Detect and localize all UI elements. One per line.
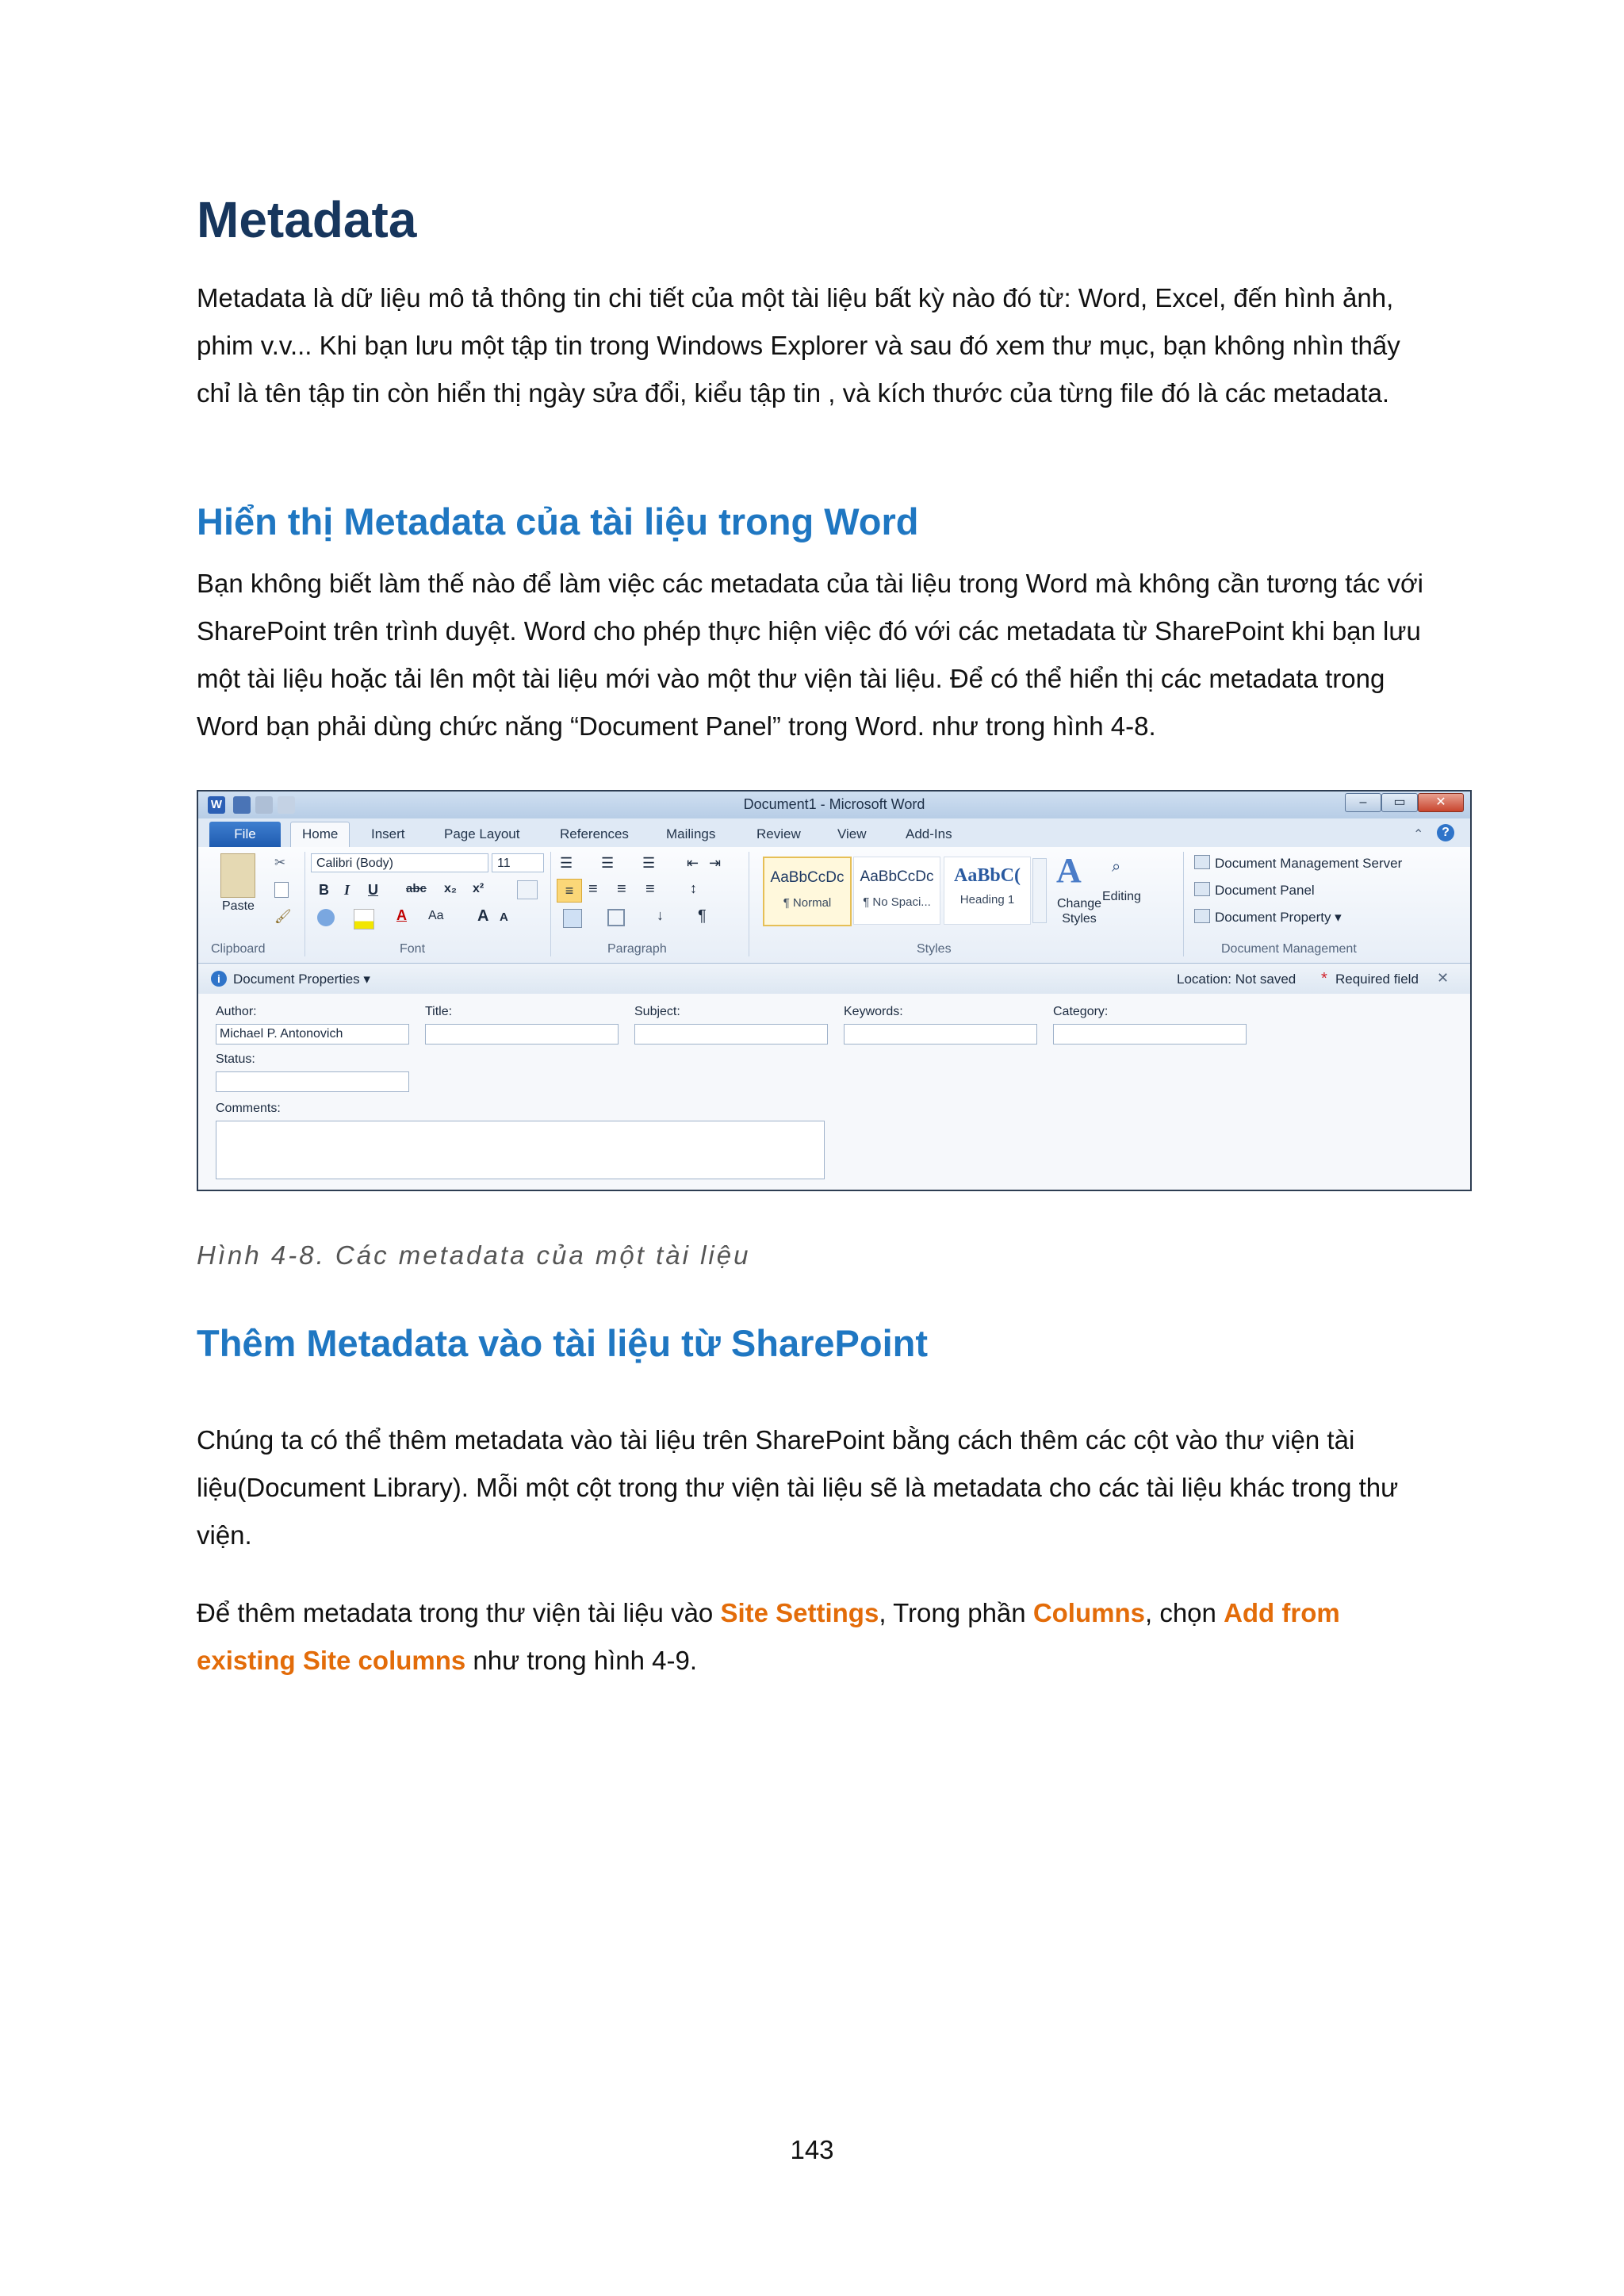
align-center-icon[interactable]: ≡ (588, 880, 598, 898)
paste-button-label[interactable]: Paste (222, 899, 255, 913)
instructions-text-1: Để thêm metadata trong thư viện tài liệu vào (197, 1598, 721, 1627)
add-from-existing-site-columns-highlight: Add from existing Site columns (197, 1598, 1340, 1675)
server-icon (1194, 855, 1210, 869)
property-icon (1194, 909, 1210, 923)
style-heading-1-name: Heading 1 (959, 893, 1015, 907)
minimize-ribbon-icon[interactable]: ⌃ (1413, 828, 1424, 841)
paragraph-group-label: Paragraph (607, 942, 667, 956)
section-heading-add-metadata: Thêm Metadata vào tài liệu từ SharePoint (197, 1322, 929, 1364)
page-number: 143 (790, 2135, 834, 2164)
comments-label: Comments: (216, 1102, 281, 1115)
sort-icon[interactable]: ↓ (657, 907, 664, 923)
cut-icon[interactable]: ✂ (274, 855, 286, 870)
help-icon[interactable]: ? (1437, 824, 1454, 841)
subject-label: Subject: (634, 1005, 680, 1018)
style-heading-1[interactable] (944, 857, 1031, 925)
document-management-server-label: Document Management Server (1215, 856, 1403, 871)
align-right-icon[interactable]: ≡ (617, 880, 626, 898)
document-management-server-button[interactable] (1194, 855, 1402, 872)
copy-icon[interactable] (274, 882, 289, 898)
style-heading-1-sample: AaBbC( (953, 865, 1021, 886)
close-panel-icon[interactable]: ✕ (1437, 970, 1450, 986)
ribbon-tabs (198, 818, 1470, 848)
numbering-icon[interactable]: ☰ (601, 855, 615, 871)
align-left-icon[interactable]: ≡ (557, 879, 582, 903)
instructions-text-4: như trong hình 4-9. (465, 1646, 698, 1675)
subscript-button[interactable]: x₂ (444, 882, 458, 895)
find-icon: ⌕ (1112, 858, 1121, 876)
document-panel-label: Document Panel (1215, 883, 1315, 898)
show-formatting-icon[interactable]: ¶ (698, 907, 707, 925)
ribbon-home (198, 847, 1470, 964)
style-no-spacing-sample: AaBbCcDc (860, 868, 934, 885)
page-title: Metadata (197, 191, 417, 248)
window-title: Document1 - Microsoft Word (743, 796, 925, 812)
clear-formatting-icon[interactable] (517, 880, 538, 899)
instructions-text-3: , chọn (1144, 1598, 1224, 1627)
change-styles-button[interactable]: Change Styles (1056, 897, 1102, 926)
close-window-button[interactable]: ✕ (1418, 793, 1464, 812)
change-case-button[interactable]: Aa (428, 909, 444, 922)
subject-input[interactable] (634, 1024, 828, 1045)
styles-group-label: Styles (917, 942, 952, 956)
shading-icon[interactable] (563, 909, 582, 928)
required-star: * (1321, 970, 1327, 987)
required-field-legend: Required field (1335, 972, 1419, 987)
bold-button[interactable]: B (319, 882, 329, 898)
document-properties-dropdown[interactable]: Document Properties ▾ (233, 972, 370, 987)
font-color-icon[interactable]: A (396, 907, 407, 923)
figure-caption: Hình 4-8. Các metadata của một tài liệu (197, 1240, 751, 1270)
underline-button[interactable]: U (368, 882, 378, 898)
tab-view[interactable]: View (837, 826, 867, 841)
comments-textarea[interactable] (216, 1121, 825, 1179)
line-spacing-icon[interactable]: ↕ (690, 880, 697, 896)
minimize-button[interactable]: – (1345, 793, 1381, 812)
style-normal[interactable] (763, 857, 852, 926)
site-settings-highlight: Site Settings (720, 1598, 879, 1627)
tab-insert[interactable]: Insert (371, 826, 405, 841)
font-group-label: Font (400, 942, 426, 956)
highlight-color-icon[interactable] (354, 909, 374, 930)
section-paragraph-add-metadata: Chúng ta có thể thêm metadata vào tài liệu trên SharePoint bằng cách thêm các cột vào thư viện tài liệu(Document Library). Mỗi một cột trong thư viện tài liệu sẽ là metadata cho các tài liệu khác trong thư viện. (197, 1425, 1399, 1550)
title-label: Title: (425, 1005, 453, 1018)
strikethrough-button[interactable]: abc (406, 882, 427, 895)
bullets-icon[interactable]: ☰ (560, 855, 573, 871)
clipboard-group-label: Clipboard (211, 942, 266, 956)
style-normal-sample: AaBbCcDc (770, 869, 845, 886)
author-input[interactable]: Michael P. Antonovich (216, 1024, 409, 1045)
category-input[interactable] (1053, 1024, 1247, 1045)
location-status: Location: Not saved (1177, 972, 1297, 987)
italic-button[interactable]: I (344, 882, 350, 898)
document-panel-button[interactable] (1194, 882, 1315, 899)
decrease-indent-icon[interactable]: ⇤ (687, 855, 699, 871)
section-paragraph-display-metadata: Bạn không biết làm thế nào để làm việc các metadata của tài liệu trong Word mà không cần tương tác với SharePoint trên trình duyệt. Word cho phép thực hiện việc đó với các metadata từ SharePoint khi bạn lưu một tài liệu hoặc tải lên một tài liệu mới vào một thư viện tài liệu. Để có thể hiển thị các metadata trong Word bạn phải dùng chức năng “Document Panel” trong Word. như trong hình 4-8. (197, 569, 1423, 741)
info-icon: i (211, 971, 227, 987)
keywords-input[interactable] (844, 1024, 1037, 1045)
borders-icon[interactable] (607, 909, 625, 926)
instructions-paragraph (197, 1589, 1434, 1685)
document-properties-panel (198, 994, 1470, 1190)
author-label: Author: (216, 1005, 257, 1018)
document-property-button[interactable] (1194, 909, 1342, 926)
multilevel-list-icon[interactable]: ☰ (642, 855, 656, 871)
style-normal-name: ¶ Normal (783, 896, 832, 910)
status-label: Status: (216, 1052, 255, 1066)
section-heading-display-metadata: Hiển thị Metadata của tài liệu trong Word (197, 500, 919, 542)
tab-page-layout[interactable]: Page Layout (444, 826, 520, 841)
tab-review[interactable]: Review (756, 826, 801, 841)
format-painter-icon[interactable]: 🖌 (274, 909, 292, 924)
category-label: Category: (1053, 1005, 1109, 1018)
intro-paragraph: Metadata là dữ liệu mô tả thông tin chi tiết của một tài liệu bất kỳ nào đó từ: Word, Excel, đến hình ảnh, phim v.v... Khi bạn lưu một tập tin trong Windows Explorer và sau đó xem thư mục, bạn không nhìn thấy chỉ là tên tập tin còn hiển thị ngày sửa đổi, kiểu tập tin , và kích thước của từng file đó là các metadata. (197, 283, 1400, 408)
word-title-bar (198, 792, 1470, 819)
style-no-spacing-name: ¶ No Spaci... (863, 895, 931, 909)
instructions-text-2: , Trong phần (879, 1598, 1033, 1627)
tab-file[interactable]: File (209, 822, 281, 847)
text-effects-icon[interactable] (317, 909, 335, 926)
font-size-combo[interactable]: 11 (492, 853, 544, 872)
shrink-font-button[interactable]: A (500, 910, 508, 924)
word-app-icon[interactable]: W (208, 796, 225, 814)
columns-highlight: Columns (1032, 1598, 1145, 1627)
superscript-button[interactable]: x² (473, 882, 485, 895)
document-management-group-label: Document Management (1221, 942, 1357, 956)
title-input[interactable] (425, 1024, 619, 1045)
style-no-spacing[interactable] (853, 857, 940, 925)
justify-icon[interactable]: ≡ (645, 880, 655, 898)
document-properties-bar (198, 964, 1470, 995)
tab-mailings[interactable]: Mailings (666, 826, 716, 841)
styles-gallery-scroll[interactable] (1032, 858, 1047, 923)
font-name-combo[interactable]: Calibri (Body) (311, 853, 488, 872)
word-screenshot (197, 790, 1472, 1191)
grow-font-button[interactable]: A (477, 907, 489, 925)
editing-button[interactable]: Editing (1102, 890, 1141, 903)
maximize-button[interactable]: ▭ (1381, 793, 1418, 812)
tab-references[interactable]: References (560, 826, 629, 841)
status-input[interactable] (216, 1071, 409, 1092)
keywords-label: Keywords: (844, 1005, 903, 1018)
change-styles-icon: A (1056, 851, 1082, 890)
tab-add-ins[interactable]: Add-Ins (906, 826, 952, 841)
document-property-label: Document Property ▾ (1215, 910, 1342, 925)
paste-icon[interactable] (220, 853, 255, 898)
increase-indent-icon[interactable]: ⇥ (709, 855, 722, 871)
tab-home[interactable]: Home (290, 822, 350, 848)
panel-icon (1194, 882, 1210, 896)
